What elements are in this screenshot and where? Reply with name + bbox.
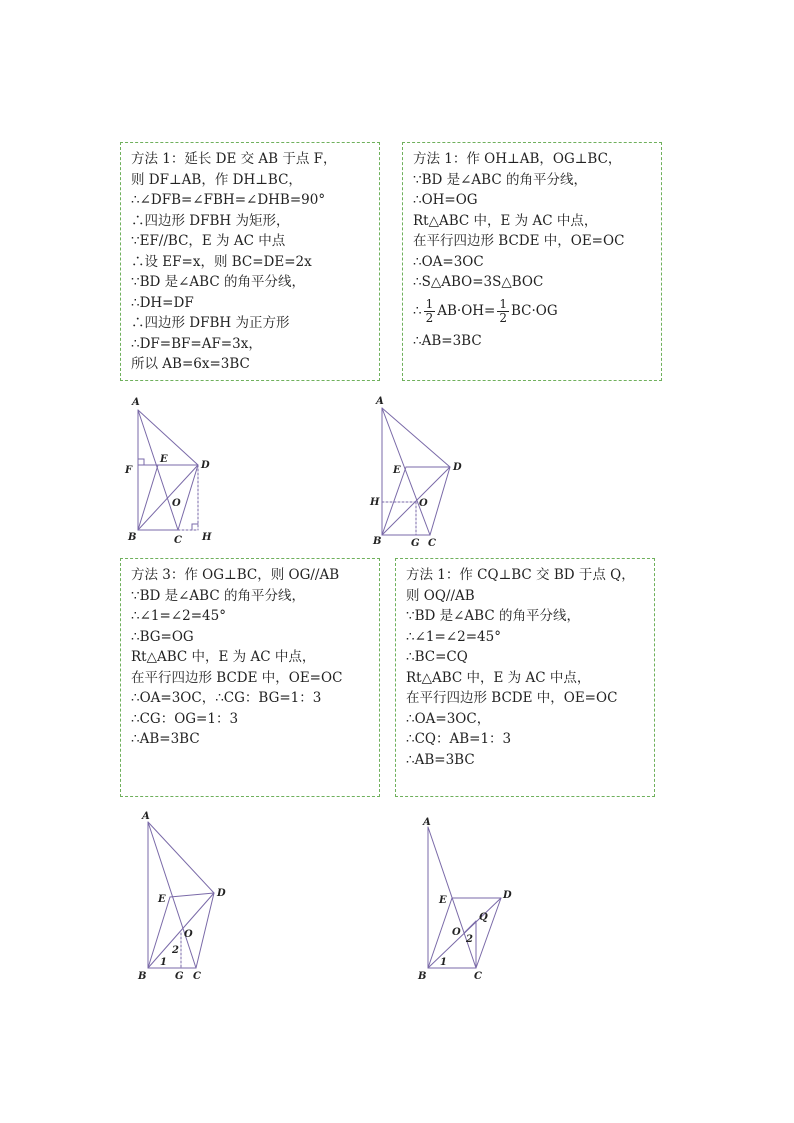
area-equation xyxy=(413,293,651,331)
box2-line: ∴OA=3OC xyxy=(413,253,484,270)
box4-line: Rt△ABC 中，E 为 AC 中点， xyxy=(406,669,591,686)
right-angle-f xyxy=(138,459,144,465)
segment-bd xyxy=(138,465,198,530)
label-a: A xyxy=(423,817,431,828)
segment-cd xyxy=(196,893,214,968)
box3-line: 在平行四边形 BCDE 中，OE=OC xyxy=(131,669,343,686)
box1-line: ∴四边形 DFBH 为矩形， xyxy=(131,212,290,229)
label-e: E xyxy=(439,895,447,906)
box3-line: Rt△ABC 中，E 为 AC 中点， xyxy=(131,649,316,665)
fraction-denominator: 2 xyxy=(499,311,507,325)
segment-ad xyxy=(148,822,214,893)
box4-line: 方法 1：作 CQ⊥BC 交 BD 于点 Q， xyxy=(406,567,635,583)
label-c: C xyxy=(428,538,436,549)
box4-line: ∴CQ：AB=1：3 xyxy=(406,731,512,747)
box1-line: ∴四边形 DFBH 为正方形 xyxy=(131,315,290,331)
label-g: G xyxy=(411,538,420,549)
box4-line: 则 OQ//AB xyxy=(406,587,475,604)
label-d: D xyxy=(503,890,512,901)
box1-line: ∴∠DFB=∠FBH=∠DHB=90° xyxy=(131,192,326,208)
right-angle-h xyxy=(192,524,198,530)
segment-cd xyxy=(178,465,198,530)
label-q: Q xyxy=(479,912,488,923)
box2-line: 方法 1：作 OH⊥AB，OG⊥BC， xyxy=(413,151,622,167)
label-d: D xyxy=(453,462,462,473)
box4-line: ∵BD 是∠ABC 的角平分线， xyxy=(406,608,580,624)
box1-line: ∴DH=DF xyxy=(131,294,194,311)
box3-line: ∴BG=OG xyxy=(131,628,194,645)
box4-line: ∴AB=3BC xyxy=(406,751,475,768)
geometry-figure-4 xyxy=(408,805,538,990)
label-o: O xyxy=(184,929,193,940)
label-g: G xyxy=(175,971,184,982)
box2-line: ∴OH=OG xyxy=(413,192,478,208)
label-angle-1: 1 xyxy=(440,957,447,968)
box1-line: ∴DF=BF=AF=3x， xyxy=(131,335,262,352)
box1-line: 则 DF⊥AB，作 DH⊥BC， xyxy=(131,171,302,188)
fraction-numerator: 1 xyxy=(499,297,507,311)
label-angle-1: 1 xyxy=(160,957,167,968)
box4-line: ∴OA=3OC， xyxy=(406,710,491,727)
label-b: B xyxy=(373,536,382,547)
geometry-figure-2 xyxy=(362,392,492,552)
box2-conclusion: ∴AB=3BC xyxy=(413,332,482,349)
box3-line: ∵BD 是∠ABC 的角平分线， xyxy=(131,587,305,604)
box3-line: ∴AB=3BC xyxy=(131,731,200,747)
box3-line: ∴∠1=∠2=45° xyxy=(131,608,226,624)
label-b: B xyxy=(128,532,137,543)
box2-line: ∵BD 是∠ABC 的角平分线， xyxy=(413,171,587,188)
box4-line: 在平行四边形 BCDE 中，OE=OC xyxy=(406,690,618,706)
label-c: C xyxy=(193,971,201,982)
equation-end: BC·OG xyxy=(511,303,558,320)
box1-line: ∴设 EF=x，则 BC=DE=2x xyxy=(131,253,312,270)
label-angle-2: 2 xyxy=(172,945,179,956)
label-d: D xyxy=(201,460,210,471)
label-o: O xyxy=(452,927,461,938)
method-box-2 xyxy=(402,142,662,381)
geometry-figure-1 xyxy=(110,392,240,552)
label-c: C xyxy=(474,971,482,982)
label-b: B xyxy=(418,971,427,982)
label-f: F xyxy=(125,465,133,476)
segment-be xyxy=(382,467,406,535)
box4-line: ∴BC=CQ xyxy=(406,649,468,665)
method-box-3 xyxy=(120,558,380,797)
box2-line: ∴S△ABO=3S△BOC xyxy=(413,274,544,290)
label-e: E xyxy=(158,894,166,905)
label-b: B xyxy=(138,971,147,982)
box3-line: 方法 3：作 OG⊥BC，则 OG//AB xyxy=(131,567,340,583)
label-o: O xyxy=(172,498,181,509)
box1-line: ∵EF//BC，E 为 AC 中点 xyxy=(131,233,286,249)
segment-cd xyxy=(476,898,501,968)
label-e: E xyxy=(160,454,168,465)
label-o: O xyxy=(419,498,428,509)
label-h: H xyxy=(202,532,212,543)
method-box-1 xyxy=(120,142,380,381)
geometry-figure-3 xyxy=(130,805,260,990)
box2-line: 在平行四边形 BCDE 中，OE=OC xyxy=(413,233,625,249)
box3-line: ∴CG：OG=1：3 xyxy=(131,710,239,727)
label-angle-2: 2 xyxy=(466,934,473,945)
segment-be xyxy=(138,465,158,530)
method-box-4 xyxy=(395,558,655,797)
fraction-half xyxy=(497,298,509,325)
label-a: A xyxy=(132,397,140,408)
label-a: A xyxy=(376,396,384,407)
label-h: H xyxy=(370,497,380,508)
label-e: E xyxy=(393,465,401,476)
box1-line: ∵BD 是∠ABC 的角平分线， xyxy=(131,274,305,290)
label-c: C xyxy=(174,535,182,546)
box3-line: ∴OA=3OC，∴CG：BG=1：3 xyxy=(131,690,322,706)
equation-middle: AB·OH= xyxy=(437,303,496,320)
box4-line: ∴∠1=∠2=45° xyxy=(406,628,501,645)
box1-line: 方法 1：延长 DE 交 AB 于点 F， xyxy=(131,151,337,167)
fraction-numerator: 1 xyxy=(425,297,434,311)
segment-ad xyxy=(382,408,450,467)
fraction-half xyxy=(424,298,436,325)
box1-line: 所以 AB=6x=3BC xyxy=(131,356,250,372)
fraction-denominator: 2 xyxy=(425,311,434,325)
label-a: A xyxy=(142,811,150,822)
segment-ed xyxy=(170,893,214,897)
segment-oq xyxy=(464,921,476,933)
therefore-symbol: ∴ xyxy=(413,303,422,320)
label-d: D xyxy=(217,888,226,899)
box2-line: Rt△ABC 中，E 为 AC 中点， xyxy=(413,212,598,229)
